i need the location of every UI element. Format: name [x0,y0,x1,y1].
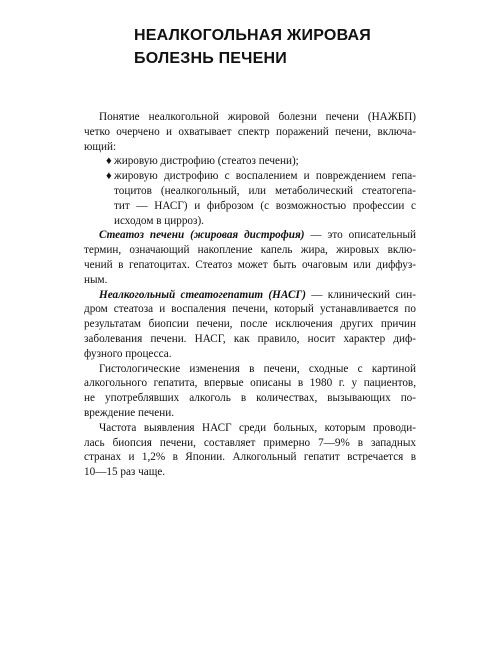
paragraph-histology [84,362,416,421]
text-line: Понятие неалкогольной жировой болезни печени (НАЖБП) [99,111,416,123]
diamond-bullet-icon: ♦ [106,155,112,168]
text-fragment: — это описательный [304,229,416,242]
text-line [84,228,416,243]
text-line: Частота выявления НАСГ среди больных, которым проводи- [99,421,416,434]
paragraph-frequency [84,421,416,480]
bullet-list [84,154,416,228]
bullet-text: жировую дистрофию (стеатоз печени); [114,155,299,168]
paragraph-definition [84,110,416,154]
text-line: странах и 1,2% в Японии. Алкогольный гепатит встречается в [84,451,416,464]
text-line: вреждение печени. [84,406,175,419]
bullet-item-steatohepatitis [84,169,416,228]
body-text [84,110,416,480]
bullet-item-steatosis [84,154,416,169]
bullet-line [84,154,416,169]
text-line: алкогольного гепатита, впервые описаны в 1980 г. у пациентов, [84,377,416,390]
text-line: четко очерчено и охватывает спектр поражений печени, включа- [84,125,416,138]
text-fragment: — клинический син- [305,288,416,301]
paragraph-steatosis [84,228,416,287]
text-line: термин, означающий накопление капель жира, жировых вклю- [84,244,416,257]
text-line: фузного процесса. [84,347,172,360]
text-line: заболевания печени. НАСГ, как правило, носит характер диф- [84,332,416,345]
chapter-title-line-1: НЕАЛКОГОЛЬНАЯ ЖИРОВАЯ [134,27,371,44]
text-line: 10—15 раз чаще. [84,466,166,479]
chapter-title [134,24,434,70]
term-steatosis: Стеатоз печени (жировая дистрофия) [99,229,305,242]
paragraph-nash [84,288,416,362]
bullet-text: тоцитов (неалкогольный, или метаболический стеатогепа- [114,184,416,197]
text-line: ным. [84,273,108,286]
bullet-line [84,169,416,184]
bullet-text: жировую дистрофию с воспалением и повреждением гепа- [114,170,416,183]
text-line: результатам биопсии печени, после исключения других причин [84,318,416,331]
text-line [84,288,416,303]
text-line: дром стеатоза и воспаления печени, который устанавливается по [84,303,416,316]
text-line: ющий: [84,140,117,153]
text-line: Гистологические изменения в печени, сходные с картиной [99,362,416,375]
term-nash: Неалкогольный стеатогепатит (НАСГ) [99,288,306,301]
diamond-bullet-icon: ♦ [106,170,112,183]
text-line: чений в гепатоцитах. Стеатоз может быть очаговым или диффуз- [84,258,416,271]
text-line: не употреблявших алкоголь в количествах, вызывающих по- [84,392,416,405]
bullet-text: тит — НАСГ) и фиброзом (с возможностью профессии с [114,199,416,212]
text-line: лась биопсия печени, составляет примерно 7—9% в западных [84,436,416,449]
bullet-text: исходом в цирроз). [114,214,204,227]
chapter-title-line-2: БОЛЕЗНЬ ПЕЧЕНИ [134,50,287,67]
